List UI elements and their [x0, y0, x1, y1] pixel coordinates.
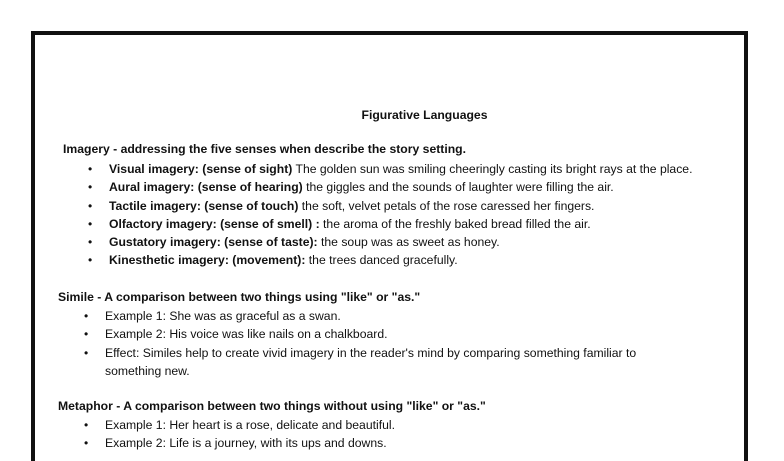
list-item: • Olfactory imagery: (sense of smell) : the aroma of the freshly baked bread filled the air.	[109, 215, 692, 233]
list-item: • Example 2: His voice was like nails on a chalkboard.	[105, 325, 690, 343]
imagery-list	[88, 160, 693, 270]
list-item: • Example 2: Life is a journey, with its ups and downs.	[105, 434, 395, 452]
bullet-icon: •	[88, 198, 93, 213]
bullet-icon: •	[84, 418, 89, 432]
bullet-icon: •	[88, 162, 93, 176]
metaphor-heading-text: Metaphor - A comparison between two things without using "like" or "as."	[58, 399, 486, 413]
metaphor-list	[84, 416, 395, 453]
list-item: • Aural imagery: (sense of hearing) the giggles and the sounds of laughter were filling the air.	[109, 178, 692, 196]
simile-heading-text: Simile - A comparison between two things using "like" or "as."	[58, 290, 421, 304]
bullet-icon: •	[88, 216, 93, 231]
list-item: • Example 1: She was as graceful as a swan.	[105, 307, 690, 325]
list-item: • Visual imagery: (sense of sight) The golden sun was smiling cheeringly casting its bright rays at the place.	[109, 160, 692, 178]
bullet-icon: •	[84, 436, 89, 451]
bullet-icon: •	[88, 235, 93, 250]
bullet-icon: •	[88, 253, 93, 268]
imagery-heading	[63, 142, 466, 156]
bullet-icon: •	[88, 180, 93, 195]
list-item: • Tactile imagery: (sense of touch) the soft, velvet petals of the rose caressed her fingers.	[109, 197, 692, 215]
metaphor-heading	[58, 399, 486, 413]
document-page	[31, 31, 748, 461]
simile-list	[84, 307, 690, 380]
bullet-icon: •	[84, 345, 89, 360]
document-title: Figurative Languages	[361, 108, 488, 122]
bullet-icon: •	[84, 309, 89, 323]
simile-heading	[58, 290, 420, 304]
list-item: • Gustatory imagery: (sense of taste): the soup was as sweet as honey.	[109, 233, 692, 251]
list-item: • Example 1: Her heart is a rose, delicate and beautiful.	[105, 416, 395, 434]
imagery-heading-text: Imagery - addressing the five senses when describe the story setting.	[63, 142, 466, 156]
list-item: • Kinesthetic imagery: (movement): the trees danced gracefully.	[109, 251, 692, 269]
bullet-icon: •	[84, 327, 89, 342]
list-item: • Effect: Similes help to create vivid imagery in the reader's mind by comparing something familiar to something new.	[84, 345, 637, 378]
